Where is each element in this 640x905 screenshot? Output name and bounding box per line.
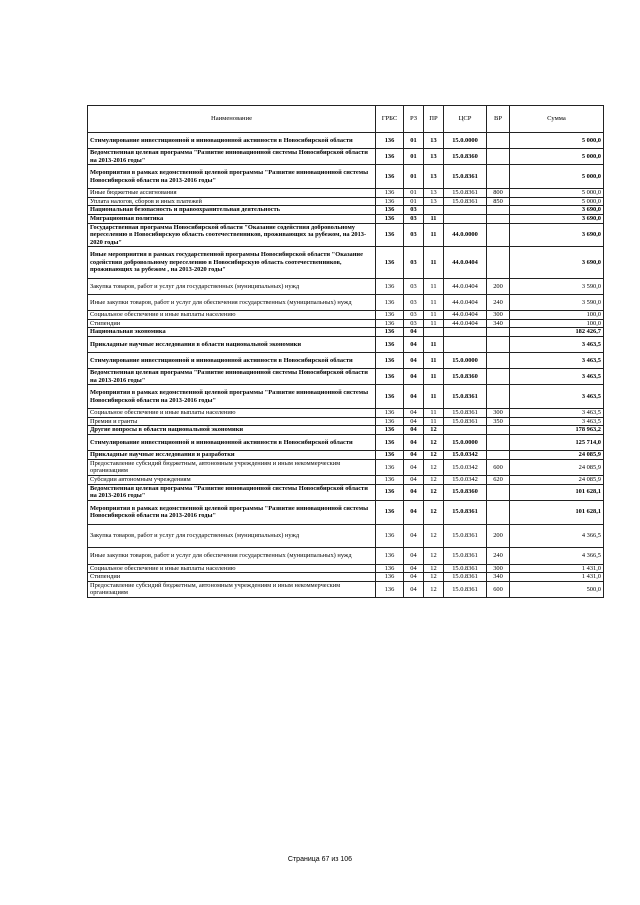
cell-name: Национальная безопасность и правоохранительная деятельность bbox=[88, 206, 376, 215]
cell-vr: 850 bbox=[487, 197, 510, 206]
cell-rz: 04 bbox=[404, 524, 424, 548]
cell-rz: 04 bbox=[404, 426, 424, 435]
cell-rz: 04 bbox=[404, 451, 424, 460]
cell-grbs: 136 bbox=[376, 328, 404, 337]
cell-name: Прикладные научные исследования и разработки bbox=[88, 451, 376, 460]
cell-name: Социальное обеспечение и иные выплаты населению bbox=[88, 564, 376, 573]
cell-name: Уплата налогов, сборов и иных платежей bbox=[88, 197, 376, 206]
cell-pr: 11 bbox=[424, 311, 444, 320]
cell-name: Стимулирование инвестиционной и инновационной активности в Новосибирской области bbox=[88, 435, 376, 451]
cell-sum: 3 690,0 bbox=[510, 223, 604, 247]
cell-grbs: 136 bbox=[376, 417, 404, 426]
cell-name: Иные мероприятия в рамках государственной программы Новосибирской области "Оказание содействия добровольному переселению в Новосибирскую область соотечественников, проживающих за рубежом , на 2013-2020 годы" bbox=[88, 247, 376, 278]
cell-csr: 44.0.0404 bbox=[444, 278, 487, 294]
table-row bbox=[88, 328, 604, 337]
cell-vr bbox=[487, 214, 510, 223]
cell-vr bbox=[487, 369, 510, 385]
cell-grbs: 136 bbox=[376, 165, 404, 189]
header-grbs: ГРБС bbox=[376, 106, 404, 133]
cell-grbs: 136 bbox=[376, 581, 404, 597]
cell-pr: 13 bbox=[424, 133, 444, 149]
cell-pr: 11 bbox=[424, 223, 444, 247]
table-row bbox=[88, 484, 604, 500]
cell-vr bbox=[487, 500, 510, 524]
cell-vr: 200 bbox=[487, 278, 510, 294]
cell-csr: 44.0.0000 bbox=[444, 223, 487, 247]
table-row bbox=[88, 426, 604, 435]
cell-rz: 04 bbox=[404, 484, 424, 500]
table-row bbox=[88, 189, 604, 198]
cell-vr: 600 bbox=[487, 581, 510, 597]
cell-grbs: 136 bbox=[376, 476, 404, 485]
cell-grbs: 136 bbox=[376, 500, 404, 524]
cell-grbs: 136 bbox=[376, 149, 404, 165]
cell-pr: 13 bbox=[424, 165, 444, 189]
cell-csr: 15.0.0342 bbox=[444, 476, 487, 485]
cell-grbs: 136 bbox=[376, 435, 404, 451]
cell-sum: 3 590,0 bbox=[510, 278, 604, 294]
cell-pr: 11 bbox=[424, 369, 444, 385]
table-row bbox=[88, 417, 604, 426]
cell-pr: 12 bbox=[424, 459, 444, 475]
cell-sum: 3 463,5 bbox=[510, 417, 604, 426]
cell-pr: 12 bbox=[424, 484, 444, 500]
cell-csr bbox=[444, 328, 487, 337]
cell-name: Мероприятия в рамках ведомственной целевой программы "Развитие инновационной системы Новосибирской области на 2013-2016 годы" bbox=[88, 165, 376, 189]
cell-csr: 15.0.8361 bbox=[444, 564, 487, 573]
cell-rz: 03 bbox=[404, 214, 424, 223]
cell-sum: 5 000,0 bbox=[510, 133, 604, 149]
cell-rz: 01 bbox=[404, 149, 424, 165]
cell-name: Мероприятия в рамках ведомственной целевой программы "Развитие инновационной системы Новосибирской области на 2013-2016 годы" bbox=[88, 500, 376, 524]
cell-rz: 04 bbox=[404, 353, 424, 369]
cell-vr bbox=[487, 484, 510, 500]
cell-vr bbox=[487, 385, 510, 409]
cell-name: Ведомственная целевая программа "Развитие инновационной системы Новосибирской области на 2013-2016 годы" bbox=[88, 484, 376, 500]
cell-sum: 182 426,7 bbox=[510, 328, 604, 337]
cell-grbs: 136 bbox=[376, 294, 404, 310]
cell-vr: 350 bbox=[487, 417, 510, 426]
budget-table bbox=[87, 105, 604, 598]
table-body bbox=[88, 133, 604, 598]
cell-vr: 300 bbox=[487, 311, 510, 320]
cell-grbs: 136 bbox=[376, 564, 404, 573]
cell-rz: 04 bbox=[404, 581, 424, 597]
cell-vr bbox=[487, 149, 510, 165]
cell-name: Другие вопросы в области национальной экономики bbox=[88, 426, 376, 435]
table-row bbox=[88, 278, 604, 294]
cell-sum: 100,0 bbox=[510, 319, 604, 328]
cell-csr: 15.0.8361 bbox=[444, 409, 487, 418]
cell-grbs: 136 bbox=[376, 223, 404, 247]
cell-rz: 04 bbox=[404, 369, 424, 385]
cell-rz: 04 bbox=[404, 336, 424, 352]
cell-vr: 240 bbox=[487, 294, 510, 310]
cell-grbs: 136 bbox=[376, 353, 404, 369]
cell-name: Ведомственная целевая программа "Развитие инновационной системы Новосибирской области на 2013-2016 годы" bbox=[88, 149, 376, 165]
page-number: Страница 67 из 106 bbox=[287, 856, 353, 863]
cell-rz: 04 bbox=[404, 548, 424, 564]
cell-csr: 15.0.0000 bbox=[444, 435, 487, 451]
cell-rz: 01 bbox=[404, 133, 424, 149]
cell-csr: 15.0.0342 bbox=[444, 459, 487, 475]
cell-name: Мероприятия в рамках ведомственной целевой программы "Развитие инновационной системы Новосибирской области на 2013-2016 годы" bbox=[88, 385, 376, 409]
table-row bbox=[88, 353, 604, 369]
cell-name: Предоставление субсидий бюджетным, автономным учреждениям и иным некоммерческим организациям bbox=[88, 459, 376, 475]
cell-name: Премии и гранты bbox=[88, 417, 376, 426]
cell-pr: 12 bbox=[424, 573, 444, 582]
cell-vr bbox=[487, 451, 510, 460]
table-row bbox=[88, 500, 604, 524]
cell-vr bbox=[487, 435, 510, 451]
cell-rz: 04 bbox=[404, 459, 424, 475]
cell-vr bbox=[487, 223, 510, 247]
cell-vr bbox=[487, 426, 510, 435]
cell-vr bbox=[487, 353, 510, 369]
cell-rz: 04 bbox=[404, 409, 424, 418]
cell-grbs: 136 bbox=[376, 197, 404, 206]
cell-rz: 04 bbox=[404, 476, 424, 485]
cell-sum: 3 463,5 bbox=[510, 409, 604, 418]
cell-rz: 03 bbox=[404, 206, 424, 215]
cell-vr: 200 bbox=[487, 524, 510, 548]
table-row bbox=[88, 247, 604, 278]
table-row bbox=[88, 223, 604, 247]
table-row bbox=[88, 165, 604, 189]
cell-csr: 15.0.0342 bbox=[444, 451, 487, 460]
cell-sum: 101 628,1 bbox=[510, 484, 604, 500]
cell-grbs: 136 bbox=[376, 311, 404, 320]
cell-rz: 04 bbox=[404, 435, 424, 451]
cell-pr: 11 bbox=[424, 247, 444, 278]
cell-name: Стипендии bbox=[88, 573, 376, 582]
cell-vr: 340 bbox=[487, 319, 510, 328]
cell-rz: 03 bbox=[404, 278, 424, 294]
cell-vr: 800 bbox=[487, 189, 510, 198]
cell-csr: 15.0.8361 bbox=[444, 581, 487, 597]
header-name: Наименование bbox=[88, 106, 376, 133]
cell-rz: 01 bbox=[404, 165, 424, 189]
cell-rz: 04 bbox=[404, 500, 424, 524]
table-row bbox=[88, 311, 604, 320]
cell-csr: 15.0.8360 bbox=[444, 369, 487, 385]
cell-csr: 15.0.8361 bbox=[444, 197, 487, 206]
cell-vr bbox=[487, 165, 510, 189]
cell-csr: 44.0.0404 bbox=[444, 247, 487, 278]
cell-pr: 11 bbox=[424, 417, 444, 426]
cell-sum: 101 628,1 bbox=[510, 500, 604, 524]
cell-grbs: 136 bbox=[376, 385, 404, 409]
cell-pr: 12 bbox=[424, 548, 444, 564]
table-row bbox=[88, 564, 604, 573]
cell-name: Социальное обеспечение и иные выплаты населению bbox=[88, 311, 376, 320]
header-vr: ВР bbox=[487, 106, 510, 133]
cell-grbs: 136 bbox=[376, 426, 404, 435]
cell-csr: 15.0.8360 bbox=[444, 484, 487, 500]
cell-sum: 500,0 bbox=[510, 581, 604, 597]
header-rz: РЗ bbox=[404, 106, 424, 133]
cell-sum: 24 085,9 bbox=[510, 459, 604, 475]
cell-sum: 5 000,0 bbox=[510, 189, 604, 198]
cell-sum: 4 366,5 bbox=[510, 524, 604, 548]
cell-csr: 15.0.0000 bbox=[444, 133, 487, 149]
cell-pr: 13 bbox=[424, 197, 444, 206]
cell-csr: 15.0.0000 bbox=[444, 353, 487, 369]
cell-vr bbox=[487, 133, 510, 149]
table-row bbox=[88, 435, 604, 451]
cell-csr: 15.0.8361 bbox=[444, 524, 487, 548]
cell-name: Стимулирование инвестиционной и инновационной активности в Новосибирской области bbox=[88, 353, 376, 369]
cell-csr bbox=[444, 426, 487, 435]
cell-vr bbox=[487, 336, 510, 352]
table-row bbox=[88, 524, 604, 548]
table-row bbox=[88, 385, 604, 409]
cell-vr: 300 bbox=[487, 564, 510, 573]
cell-vr: 600 bbox=[487, 459, 510, 475]
cell-csr bbox=[444, 214, 487, 223]
header-sum: Сумма bbox=[510, 106, 604, 133]
cell-rz: 04 bbox=[404, 328, 424, 337]
cell-sum: 3 463,5 bbox=[510, 336, 604, 352]
cell-pr: 12 bbox=[424, 524, 444, 548]
cell-pr: 11 bbox=[424, 294, 444, 310]
cell-grbs: 136 bbox=[376, 459, 404, 475]
cell-sum: 3 690,0 bbox=[510, 214, 604, 223]
cell-csr: 15.0.8361 bbox=[444, 189, 487, 198]
cell-pr bbox=[424, 206, 444, 215]
cell-csr: 15.0.8361 bbox=[444, 573, 487, 582]
cell-grbs: 136 bbox=[376, 133, 404, 149]
cell-vr bbox=[487, 206, 510, 215]
cell-pr: 12 bbox=[424, 435, 444, 451]
cell-sum: 1 431,0 bbox=[510, 564, 604, 573]
cell-name: Закупка товаров, работ и услуг для государственных (муниципальных) нужд bbox=[88, 524, 376, 548]
cell-pr: 11 bbox=[424, 385, 444, 409]
cell-rz: 04 bbox=[404, 564, 424, 573]
cell-pr: 12 bbox=[424, 426, 444, 435]
cell-sum: 3 463,5 bbox=[510, 369, 604, 385]
cell-pr bbox=[424, 328, 444, 337]
table-row bbox=[88, 369, 604, 385]
cell-sum: 3 590,0 bbox=[510, 294, 604, 310]
cell-sum: 24 085,9 bbox=[510, 451, 604, 460]
header-pr: ПР bbox=[424, 106, 444, 133]
cell-sum: 5 000,0 bbox=[510, 149, 604, 165]
cell-csr: 15.0.8361 bbox=[444, 548, 487, 564]
cell-grbs: 136 bbox=[376, 409, 404, 418]
cell-grbs: 136 bbox=[376, 548, 404, 564]
table-header-row bbox=[88, 106, 604, 133]
cell-vr: 300 bbox=[487, 409, 510, 418]
cell-csr: 15.0.8360 bbox=[444, 149, 487, 165]
cell-grbs: 136 bbox=[376, 369, 404, 385]
cell-sum: 1 431,0 bbox=[510, 573, 604, 582]
cell-pr: 13 bbox=[424, 149, 444, 165]
cell-grbs: 136 bbox=[376, 524, 404, 548]
cell-name: Ведомственная целевая программа "Развитие инновационной системы Новосибирской области на 2013-2016 годы" bbox=[88, 369, 376, 385]
cell-name: Иные закупки товаров, работ и услуг для обеспечения государственных (муниципальных) нужд bbox=[88, 294, 376, 310]
cell-rz: 01 bbox=[404, 189, 424, 198]
cell-pr: 11 bbox=[424, 409, 444, 418]
cell-vr bbox=[487, 328, 510, 337]
table-row bbox=[88, 476, 604, 485]
cell-sum: 3 690,0 bbox=[510, 206, 604, 215]
cell-rz: 03 bbox=[404, 247, 424, 278]
cell-csr: 15.0.8361 bbox=[444, 165, 487, 189]
table-row bbox=[88, 548, 604, 564]
cell-csr: 15.0.8361 bbox=[444, 385, 487, 409]
cell-sum: 24 085,9 bbox=[510, 476, 604, 485]
table-row bbox=[88, 336, 604, 352]
table-row bbox=[88, 214, 604, 223]
cell-csr: 15.0.8361 bbox=[444, 417, 487, 426]
cell-vr: 240 bbox=[487, 548, 510, 564]
cell-sum: 125 714,0 bbox=[510, 435, 604, 451]
cell-sum: 100,0 bbox=[510, 311, 604, 320]
header-csr: ЦСР bbox=[444, 106, 487, 133]
cell-name: Субсидии автономным учреждениям bbox=[88, 476, 376, 485]
table-row bbox=[88, 451, 604, 460]
cell-rz: 03 bbox=[404, 223, 424, 247]
cell-pr: 12 bbox=[424, 500, 444, 524]
cell-rz: 04 bbox=[404, 385, 424, 409]
cell-name: Государственная программа Новосибирской области "Оказание содействия добровольному переселению в Новосибирскую область соотечественников, проживающих за рубежом, на 2013-2020 годы" bbox=[88, 223, 376, 247]
cell-vr: 340 bbox=[487, 573, 510, 582]
cell-sum: 4 366,5 bbox=[510, 548, 604, 564]
cell-grbs: 136 bbox=[376, 247, 404, 278]
cell-name: Предоставление субсидий бюджетным, автономным учреждениям и иным некоммерческим организациям bbox=[88, 581, 376, 597]
cell-grbs: 136 bbox=[376, 206, 404, 215]
cell-vr: 620 bbox=[487, 476, 510, 485]
table-row bbox=[88, 206, 604, 215]
cell-grbs: 136 bbox=[376, 451, 404, 460]
cell-pr: 11 bbox=[424, 278, 444, 294]
cell-name: Стипендии bbox=[88, 319, 376, 328]
cell-name: Стимулирование инвестиционной и инновационной активности в Новосибирской области bbox=[88, 133, 376, 149]
cell-name: Иные бюджетные ассигнования bbox=[88, 189, 376, 198]
cell-grbs: 136 bbox=[376, 189, 404, 198]
cell-grbs: 136 bbox=[376, 319, 404, 328]
table-row bbox=[88, 197, 604, 206]
table-row bbox=[88, 294, 604, 310]
cell-csr bbox=[444, 336, 487, 352]
table-row bbox=[88, 133, 604, 149]
cell-rz: 03 bbox=[404, 319, 424, 328]
cell-rz: 03 bbox=[404, 294, 424, 310]
cell-sum: 178 963,2 bbox=[510, 426, 604, 435]
cell-vr bbox=[487, 247, 510, 278]
cell-pr: 11 bbox=[424, 214, 444, 223]
cell-sum: 3 463,5 bbox=[510, 353, 604, 369]
cell-grbs: 136 bbox=[376, 278, 404, 294]
cell-pr: 11 bbox=[424, 319, 444, 328]
cell-csr: 15.0.8361 bbox=[444, 500, 487, 524]
cell-sum: 5 000,0 bbox=[510, 197, 604, 206]
cell-pr: 12 bbox=[424, 581, 444, 597]
cell-csr: 44.0.0404 bbox=[444, 319, 487, 328]
cell-grbs: 136 bbox=[376, 336, 404, 352]
cell-grbs: 136 bbox=[376, 573, 404, 582]
table-row bbox=[88, 409, 604, 418]
cell-rz: 01 bbox=[404, 197, 424, 206]
cell-pr: 12 bbox=[424, 451, 444, 460]
cell-sum: 5 000,0 bbox=[510, 165, 604, 189]
cell-rz: 04 bbox=[404, 573, 424, 582]
cell-sum: 3 690,0 bbox=[510, 247, 604, 278]
cell-pr: 11 bbox=[424, 336, 444, 352]
cell-csr: 44.0.0404 bbox=[444, 294, 487, 310]
cell-name: Миграционная политика bbox=[88, 214, 376, 223]
cell-pr: 12 bbox=[424, 476, 444, 485]
table-row bbox=[88, 149, 604, 165]
table-row bbox=[88, 581, 604, 597]
cell-sum: 3 463,5 bbox=[510, 385, 604, 409]
cell-name: Прикладные научные исследования в области национальной экономики bbox=[88, 336, 376, 352]
cell-rz: 03 bbox=[404, 311, 424, 320]
cell-csr bbox=[444, 206, 487, 215]
cell-grbs: 136 bbox=[376, 484, 404, 500]
cell-name: Закупка товаров, работ и услуг для государственных (муниципальных) нужд bbox=[88, 278, 376, 294]
cell-name: Иные закупки товаров, работ и услуг для обеспечения государственных (муниципальных) нужд bbox=[88, 548, 376, 564]
cell-pr: 12 bbox=[424, 564, 444, 573]
cell-pr: 13 bbox=[424, 189, 444, 198]
cell-name: Национальная экономика bbox=[88, 328, 376, 337]
cell-rz: 04 bbox=[404, 417, 424, 426]
cell-name: Социальное обеспечение и иные выплаты населению bbox=[88, 409, 376, 418]
cell-csr: 44.0.0404 bbox=[444, 311, 487, 320]
cell-pr: 11 bbox=[424, 353, 444, 369]
table-row bbox=[88, 319, 604, 328]
table-row bbox=[88, 459, 604, 475]
table-row bbox=[88, 573, 604, 582]
cell-grbs: 136 bbox=[376, 214, 404, 223]
